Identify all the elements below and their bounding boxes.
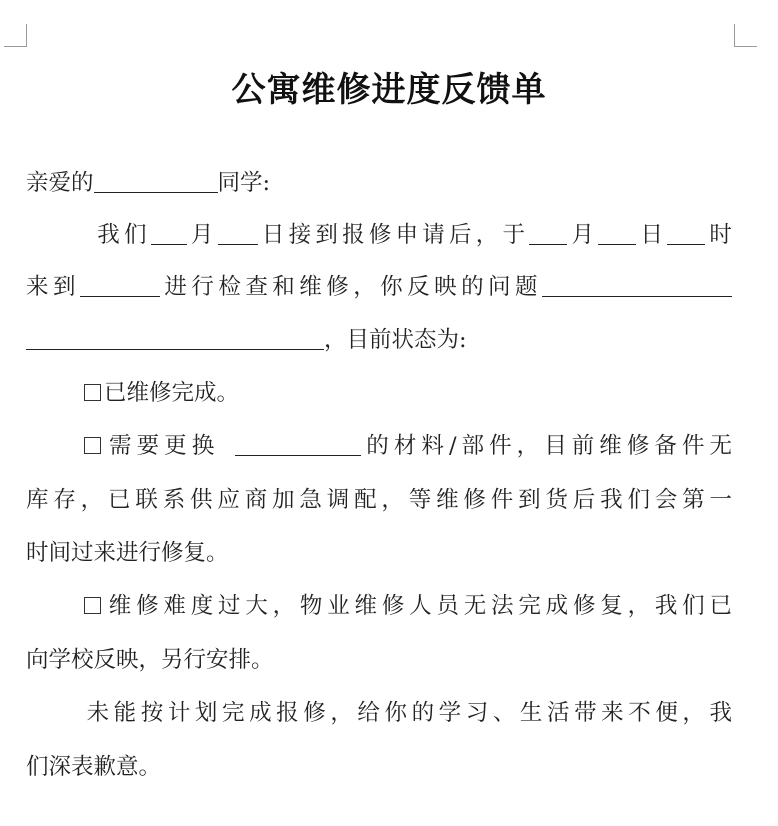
option1-checkbox[interactable]: [84, 384, 101, 401]
option-difficult-line-2: 向学校反映，另行安排。: [26, 647, 274, 673]
p1-month2: 月: [567, 222, 599, 248]
received-month-blank[interactable]: [151, 220, 187, 245]
option2-suffix: 的材料/部件，目前维修备件无: [361, 433, 732, 459]
report-line-1: [26, 218, 732, 252]
page-corner-mark-top-right: [734, 24, 757, 47]
p1-day2: 日: [636, 222, 668, 248]
p1-arrived: 来到: [26, 274, 80, 300]
apology-text: 未能按计划完成报修，给你的学习、生活带来不便，我: [82, 700, 732, 726]
option1-text: 已维修完成。: [104, 380, 240, 406]
p1-inspect: 进行检查和维修，你反映的问题: [159, 274, 542, 300]
problem-blank-1[interactable]: [542, 272, 732, 297]
document-title: 公寓维修进度反馈单: [231, 70, 547, 110]
p1-day-received: 日接到报修申请后，于: [257, 222, 530, 248]
student-name-blank[interactable]: [94, 168, 218, 193]
greeting-line: [26, 166, 270, 200]
visit-month-blank[interactable]: [529, 220, 567, 245]
report-line-3: [26, 323, 467, 357]
greeting-prefix: 亲爱的: [26, 170, 94, 196]
p1-hour: 时: [705, 222, 732, 248]
apology-line-1: [26, 696, 732, 730]
visit-day-blank[interactable]: [598, 220, 636, 245]
option-replace-line-1: [26, 429, 732, 463]
option3-text: 维修难度过大，物业维修人员无法完成修复，我们已: [104, 593, 732, 619]
option3-checkbox[interactable]: [84, 597, 101, 614]
p1-status: ，目前状态为:: [324, 327, 467, 353]
apology-line-2: 们深表歉意。: [26, 754, 162, 780]
page-corner-mark-top-left: [4, 24, 27, 47]
p1-month1: 月: [186, 222, 218, 248]
option2-prefix: 需要更换: [104, 433, 220, 459]
problem-blank-2[interactable]: [26, 325, 324, 350]
option-replace-line-2: 库存，已联系供应商加急调配，等维修件到货后我们会第一: [26, 487, 732, 513]
greeting-suffix: 同学:: [217, 170, 271, 196]
option-replace-line-3: 时间过来进行修复。: [26, 540, 229, 566]
p1-we: 我们: [93, 222, 151, 248]
option-difficult-line-1: [26, 589, 732, 623]
location-blank[interactable]: [80, 272, 160, 297]
material-blank[interactable]: [235, 431, 361, 456]
received-day-blank[interactable]: [218, 220, 258, 245]
option2-checkbox[interactable]: [84, 437, 101, 454]
visit-hour-blank[interactable]: [667, 220, 705, 245]
option-repaired: [84, 376, 239, 410]
report-line-2: [26, 270, 732, 304]
